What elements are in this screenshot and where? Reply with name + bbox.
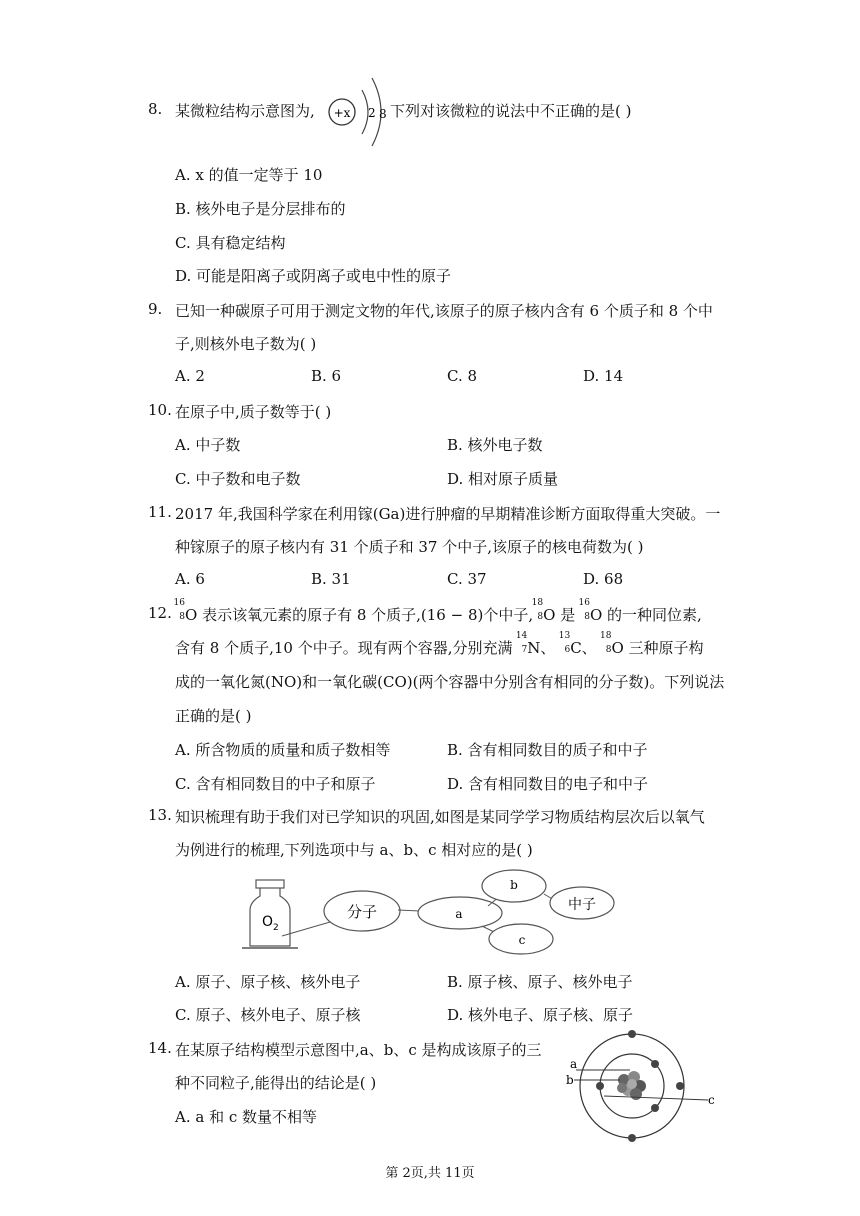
svg-text:c: c [518,933,526,947]
question-line-2: 子,则核外电子数为( ) [175,335,317,353]
option-d[interactable]: D. 68 [583,570,624,588]
option-a[interactable]: A. 原子、原子核、核外电子 [175,973,361,991]
option-c[interactable]: C. 8 [447,367,478,385]
page-footer: 第 2页,共 11页 [385,1166,475,1181]
option-c[interactable]: C. 含有相同数目的中子和原子 [175,775,376,793]
option-d[interactable]: D. 核外电子、原子核、原子 [447,1006,634,1024]
question-stem-before: 某微粒结构示意图为, [175,102,315,120]
isotope-o18: 18 8 [600,631,612,655]
option-b[interactable]: B. 含有相同数目的质子和中子 [447,741,648,759]
isotope-o16: 16 8 [578,598,590,622]
question-line-1: 知识梳理有助于我们对已学知识的巩固,如图是某同学学习物质结构层次后以氧气 [175,808,705,826]
option-d[interactable]: D. 相对原子质量 [447,470,559,488]
option-c[interactable]: C. 原子、核外电子、原子核 [175,1006,361,1024]
question-number: 10. [148,401,172,419]
question-line-1: 在原子中,质子数等于( ) [175,403,332,421]
question-number: 8. [148,100,163,118]
ion-structure-diagram [326,70,396,150]
question-line-1: 在某原子结构模型示意图中,a、b、c 是构成该原子的三 [175,1041,542,1059]
option-b[interactable]: B. 核外电子数 [447,436,543,454]
option-c[interactable]: C. 中子数和电子数 [175,470,301,488]
question-line-2: 种不同粒子,能得出的结论是( ) [175,1074,377,1092]
svg-text:分子: 分子 [346,903,378,921]
shell-1-electrons: 2 [368,106,376,120]
question-line-4: 正确的是( ) [175,707,252,725]
svg-text:中子: 中子 [568,897,596,913]
question-line-1: 16 8 O 表示该氧元素的原子有 8 个质子,(16 − 8)个中子, 18 8 O 是 16 8 O 的一种同位素, [173,598,702,624]
nucleus-icon [617,1071,646,1100]
svg-text:O: O [262,914,274,930]
option-a[interactable]: A. x 的值一定等于 10 [175,166,323,184]
svg-text:a: a [455,907,463,921]
option-b[interactable]: B. 6 [311,367,342,385]
option-a[interactable]: A. 所含物质的质量和质子数相等 [175,741,391,759]
question-number: 11. [148,503,172,521]
question-number: 9. [148,300,163,318]
question-line-1: 已知一种碳原子可用于测定文物的年代,该原子的原子核内含有 6 个质子和 8 个中 [175,302,713,320]
nucleus-charge: +x [333,106,351,120]
question-line-2: 含有 8 个质子,10 个中子。现有两个容器,分别充满 14 7 N、 13 6 C、 18 8 O 三种原子构 [175,631,704,657]
option-c[interactable]: C. 具有稳定结构 [175,234,286,252]
option-a[interactable]: A. 2 [175,367,205,385]
option-b[interactable]: B. 核外电子是分层排布的 [175,200,346,218]
option-d[interactable]: D. 14 [583,367,624,385]
svg-text:b: b [510,878,518,892]
question-line-1: 2017 年,我国科学家在利用镓(Ga)进行肿瘤的早期精准诊断方面取得重大突破。一 [175,505,721,523]
question-line-2: 为例进行的梳理,下列选项中与 a、b、c 相对应的是( ) [175,841,533,859]
isotope-n14: 14 7 [515,631,528,655]
question-line-2: 种镓原子的原子核内有 31 个质子和 37 个中子,该原子的核电荷数为( ) [175,538,644,556]
option-c[interactable]: C. 37 [447,570,487,588]
svg-text:b: b [566,1073,574,1087]
svg-text:c: c [708,1093,715,1107]
atom-model-diagram [560,1030,720,1142]
isotope-c13: 13 6 [558,631,571,655]
option-a[interactable]: A. 中子数 [175,436,241,454]
svg-text:2: 2 [273,923,279,933]
question-line-3: 成的一氧化氮(NO)和一氧化碳(CO)(两个容器中分别含有相同的分子数)。下列说法 [175,673,725,691]
question-number: 14. [148,1039,172,1057]
option-b[interactable]: B. 31 [311,570,351,588]
option-a[interactable]: A. 6 [175,570,205,588]
question-number: 12. [148,604,172,622]
isotope-o16: 16 8 [173,598,185,622]
svg-text:a: a [570,1057,578,1071]
option-b[interactable]: B. 原子核、原子、核外电子 [447,973,633,991]
shell-2-electrons: 8 [379,107,387,121]
option-a[interactable]: A. a 和 c 数量不相等 [175,1108,318,1126]
isotope-o18: 18 8 [531,598,544,622]
question-number: 13. [148,806,172,824]
question-stem-after: 下列对该微粒的说法中不正确的是( ) [390,102,632,120]
option-d[interactable]: D. 可能是阳离子或阴离子或电中性的原子 [175,267,452,285]
oxygen-structure-diagram [238,866,618,956]
option-d[interactable]: D. 含有相同数目的电子和中子 [447,775,649,793]
